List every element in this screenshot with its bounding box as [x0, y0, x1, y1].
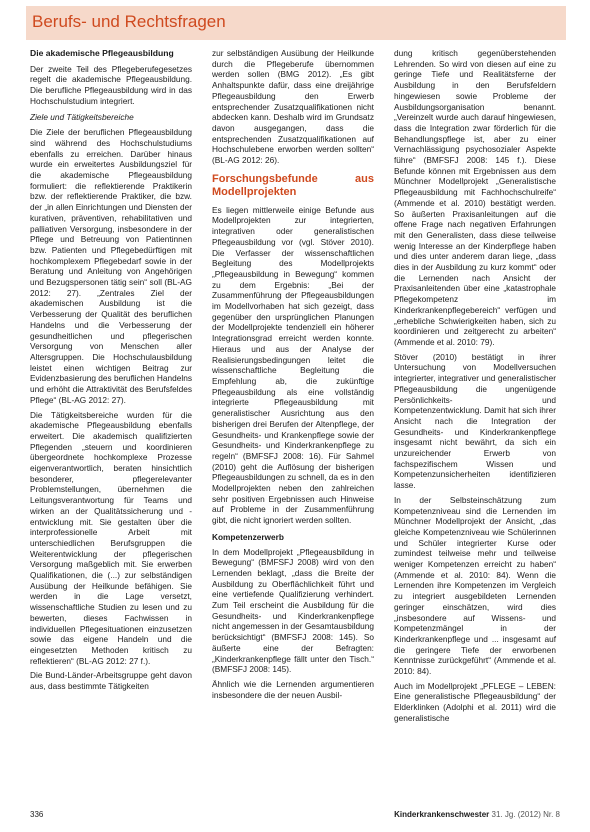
- paragraph: Stöver (2010) bestätigt in ihrer Untersuchung von Modellversuchen integrierter, integrativer und generalistischer Pflegeausbildung die ungenügende Persönlichkeits- und Kompetenzentwicklung. Damit hat sich ihrer Ansicht nach die Integration der Gesundheits- und Kinderkrankenpflege insgesamt nicht bewährt, da sich ein unzureichender Erwerb von fachspezifischem Wissen und Kompetenzunsicherheiten identifizieren lasse.: [394, 351, 556, 491]
- paragraph: Es liegen mittlerweile einige Befunde aus Modellprojekten zur integrierten, integrativen oder generalistischen Pflegeausbildung vor (vgl. Stöver 2010). Die Verfasser der wissenschaftlichen Begleitung des Modellprojekts „Pflegeausbildung in Bewegung“ kommen zu dem Ergebnis: „Bei der Zusammenführung der Pflegeausbildungen im Modellvorhaben hat sich gezeigt, dass gegenüber den ursprünglichen Planungen der Modellprojekte tendenziell ein höherer Integrationsgrad erreicht werden konnte. Hieraus und aus der Analyse der Realisierungsbedingungen leitet die wissenschaftliche Begleitung die Empfehlung ab, die zukünftige Pflegeausbildung als eine vollständig integrierte Pflegeausbildung mit generalistischer Ausrichtung aus den bisherigen drei Berufen der Altenpflege, der Gesundheits- und Krankenpflege sowie der Gesundheits- und Kinderkrankenpflege zu regeln“ (BMFSFJ 2008: 16). Für Sahmel (2010) geht die Auflösung der bisherigen Pflegeausbildungen zu schnell, da es in den Modellprojekten neben den zahlreichen sehr positiven Ergebnissen auch Hinweise auf Probleme in der Zusammenführung gibt, die nicht ignoriert werden sollten.: [212, 204, 374, 526]
- journal-name: Kinderkrankenschwester: [394, 810, 490, 819]
- page-number: 336: [30, 810, 44, 819]
- journal-issue: 31. Jg. (2012) Nr. 8: [491, 810, 560, 819]
- paragraph: zur selbständigen Ausübung der Heilkunde durch die Pflegeberufe übernommen werden sollen (BMG 2012). „Es gibt Anhaltspunkte dafür, dass eine dreijährige Pflegeausbildung den Erwerb entsprechender Zusatzqualifikationen nicht abdecken kann. Deshalb wird im Grundsatz davon ausgegangen, dass die entsprechenden Zusatzqualifikationen auf Hochschulebene erworben werden sollten“ (BL-AG 2012: 26).: [212, 48, 374, 166]
- paragraph: dung kritisch gegenüberstehenden Lehrenden. So wird von diesen auf eine zu geringe Tiefe und Realitätsferne der Ausbildung in den Berufsfeldern hingewiesen sowie Probleme der Ausbildungsorganisation benannt. „Vereinzelt wurde auch darauf hingewiesen, dass die Integration zwar förderlich für die Behandlungspflege ist, aber zu einer Vernachlässigung psychosozialer Aspekte führe“ (BMFSFJ 2008: 145 f.). Diese Befunde können mit Ergebnissen aus dem Münchner Modellprojekt „Generalistische Pflegeausbildung mit Fachhochschulreife“ (Ammende et al. 2010) bestätigt werden. So äußerten Praxisanleitungen auf die offene Frage nach negativen Erfahrungen mit den Generalisten, dass diese teilweise wenig Interesse an der Kinderpflege haben und dies unter anderem daran liege, „dass dies in der Ausbildung zu kurz kommt“ oder die Lernenden nach Ansicht der Praxisanleitenden über eine „katastrophale Pflegekompetenz im Kinderkrankenpflegebereich“ verfügen und „erhebliche Schwierigkeiten haben, sich zu koordinieren und zeitgerecht zu arbeiten“ (Ammende et al. 2010: 79).: [394, 48, 556, 347]
- heading-kompetenzerwerb: Kompetenzerwerb: [212, 531, 284, 542]
- paragraph: Auch im Modellprojekt „PFLEGE – LEBEN: Eine generalistische Pflegeausbildung“ der Elderklinken (Adolphi et al. 2011) wird die generalistische: [394, 680, 556, 723]
- paragraph: Die Tätigkeitsbereiche wurden für die akademische Pflegeausbildung ebenfalls erweitert. Die akademisch qualifizierten Pflegenden „steuern und koordinieren übergeordnete hochkomplexe Prozesse eigenverantwortlich, beraten hinsichtlich besonderer, pflegerelevanter Problemstellungen, übernehmen die Leitungsverantwortung für Teams und wirken an der Qualitätssicherung und -entwicklung mit. Sie gestalten über die interprofessionelle Arbeit mit unterschiedlichen Berufsgruppen die Weiterentwicklung der pflegerischen Versorgung maßgeblich mit. Sie erwerben Qualifikationen, die (...) zur selbständigen Ausübung der Heilkunde befähigen. Sie werden in die Lage versetzt, wissenschaftliche Studien zu lesen und zu bewerten, dieses Fachwissen in individuellen Pflegesituationen einzusetzen sowie das eigene Handeln und die eingesetzten Methoden kritisch zu reflektieren“ (BL-AG 2012: 27 f.).: [30, 409, 192, 666]
- paragraph: Die Ziele der beruflichen Pflegeausbildung sind während des Hochschulstudiums ebenfalls zu erreichen. Darüber hinaus wurde ein erweitertes Ausbildungsziel für die akademische Pflegeausbildung formuliert: die reflektierende Praktikerin bzw. der reflektierende Praktiker, die bzw. der „in allen Einrichtungen und Diensten der kurativen, präventiven, rehabilitativen und palliativen Versorgung, insbesondere in der Pflege und Betreuung von Patientinnen bzw. Patienten und Pflegebedürftigen mit hochkomplexem Pflegebedarf sowie in der Beratung und Anleitung von Angehörigen und Bezugspersonen tätig sein“ soll (BL-AG 2012: 27). „Zentrales Ziel der akademischen Ausbildung ist die Verbesserung der Qualität des beruflichen Handelns und die Verbesserung der gesundheitlichen und pflegerischen Versorgung von Menschen aller Altersgruppen. Die Hochschulausbildung leistet einen wichtigen Beitrag zur Evidenzbasierung des beruflichen Handelns und erhöht die Attraktivität des Berufsfeldes Pflege“ (BL-AG 2012: 27).: [30, 127, 192, 405]
- heading-akademische-ausbildung: Die akademische Pflegeausbildung: [30, 48, 174, 58]
- text-column-3: [394, 48, 556, 728]
- text-column-1: [30, 48, 192, 696]
- paragraph: In der Selbsteinschätzung zum Kompetenzniveau sind die Lernenden im Münchner Modellprojekt der Ansicht, „das gleiche Kompetenzniveau wie Schülerinnen und Schüler integrierter Kurse oder zumindest teilweise mehr und teilweise weniger Kompetenzen erreicht zu haben“ (Ammende et al. 2010: 84). Wenn die Lernenden ihre Kompetenzen im Vergleich zu integriert ausgebildeten Lernenden geringer einschätzen, wird dies „insbesondere auf Wissens- und Kompetenzmängel in der Kinderkrankenpflege und ... insgesamt auf die geringere Tiefe der erworbenen Kenntnisse zurückgeführt“ (Ammende et al. 2010: 84).: [394, 494, 556, 677]
- section-title: Berufs- und Rechtsfragen: [32, 12, 226, 31]
- heading-forschungsbefunde: Forschungsbefunde aus Modellprojekten: [212, 172, 374, 198]
- paragraph: Der zweite Teil des Pflegeberufegesetzes regelt die akademische Pflegeausbildung. Die berufliche Pflegeausbildung wird in das Hochschulstudium integriert.: [30, 63, 192, 106]
- journal-citation: [394, 810, 560, 819]
- text-column-2: [212, 48, 374, 704]
- paragraph: Die Bund-Länder-Arbeitsgruppe geht davon aus, dass bestimmte Tätigkeiten: [30, 670, 192, 692]
- subheading-ziele: Ziele und Tätigkeitsbereiche: [30, 111, 134, 122]
- section-header-bar: [26, 6, 566, 40]
- paragraph: Ähnlich wie die Lernenden argumentieren insbesondere die der neuen Ausbil-: [212, 678, 374, 700]
- page-footer: [30, 810, 560, 824]
- paragraph: In dem Modellprojekt „Pflegeausbildung in Bewegung“ (BMFSFJ 2008) wird von den Lernenden beklagt, „dass die Breite der Ausbildung zu Oberflächlichkeit führt und eine vertiefende Qualifizierung verhindert. Zum Teil erscheint die Ausbildung für die Gesundheits- und Kinderkrankenpflege nicht angemessen in der Gesamtausbildung berücksichtigt“ (BMFSFJ 2008: 145). So äußerte eine der Befragten: „Kinderkrankenpflege fällt unter den Tisch.“ (BMFSFJ 2008: 145).: [212, 546, 374, 675]
